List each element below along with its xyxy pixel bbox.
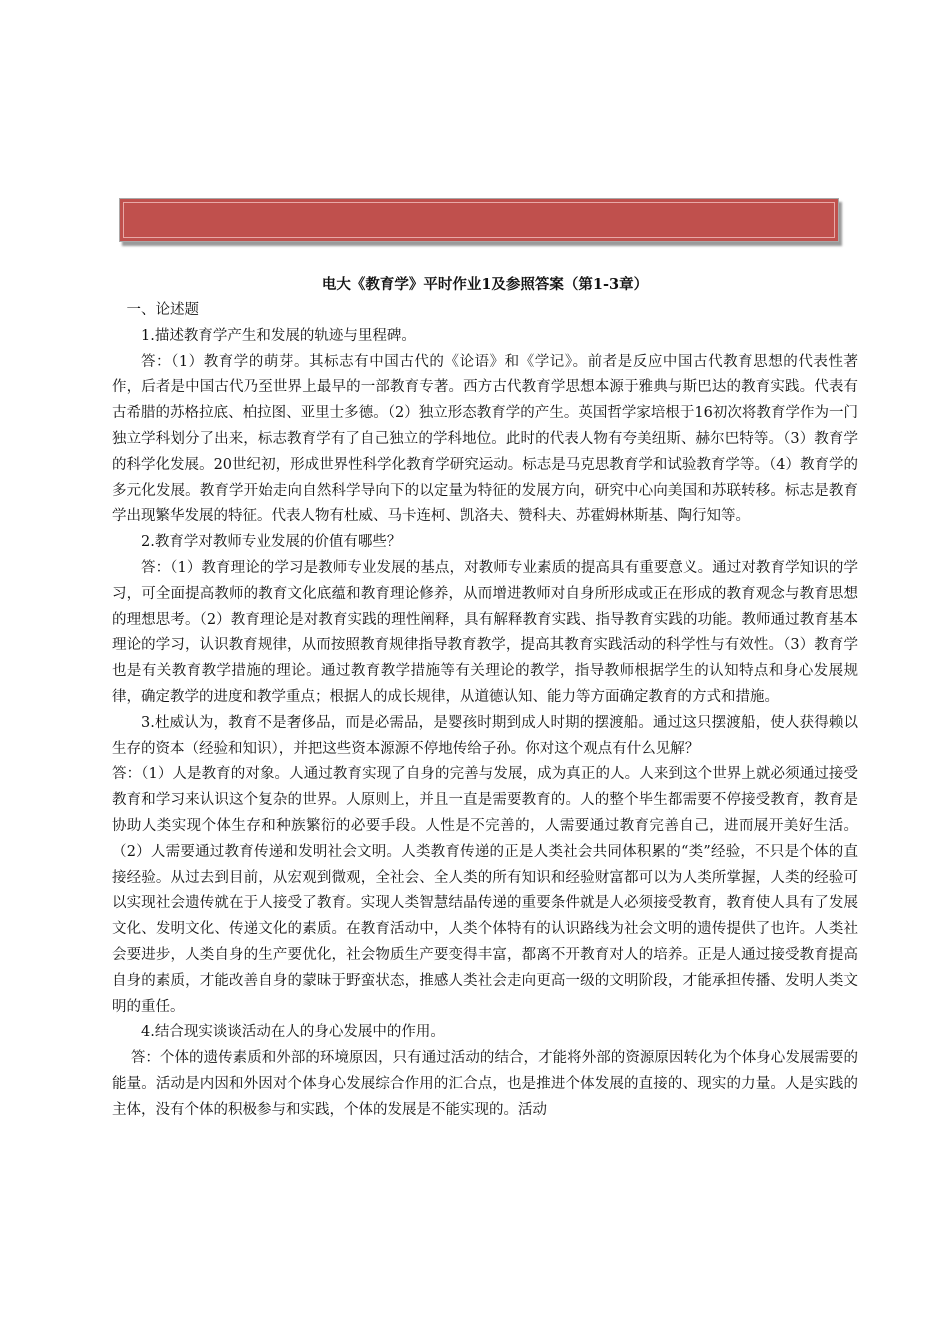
question-3: 3.杜威认为，教育不是奢侈品，而是必需品，是婴孩时期到成人时期的摆渡船。通过这只摆渡船，使人获得赖以生存的资本（经验和知识），并把这些资本源源不停地传给子孙。你对这个观点有什么见解？ — [112, 714, 858, 757]
decorative-banner — [119, 198, 839, 242]
answer-1: 答：（1）教育学的萌芽。其标志有中国古代的《论语》和《学记》。前者是反应中国古代教育思想的代表性著作，后者是中国古代乃至世界上最早的一部教育专著。西方古代教育学思想本源于雅典与斯巴达的教育实践。代表有古希腊的苏格拉底、柏拉图、亚里士多德。（2）独立形态教育学的产生。英国哲学家培根于16初次将教育学作为一门独立学科划分了出来，标志教育学有了自己独立的学科地位。此时的代表人物有夸美纽斯、赫尔巴特等。（3）教育学的科学化发展。20世纪初，形成世界性科学化教育学研究运动。标志是马克思教育学和试验教育学等。（4）教育学的多元化发展。教育学开始走向自然科学导向下的以定量为特征的发展方向，研究中心向美国和苏联转移。标志是教育学出现繁华发展的特征。代表人物有杜威、马卡连柯、凯洛夫、赞科夫、苏霍姆林斯基、陶行知等。 — [112, 353, 858, 525]
banner-inner-border — [123, 202, 835, 238]
section-heading: 一、论述题 — [126, 302, 199, 318]
answer-4: 答：个体的遗传素质和外部的环境原因，只有通过活动的结合，才能将外部的资源原因转化为个体身心发展需要的能量。活动是内因和外因对个体身心发展综合作用的汇合点，也是推进个体发展的直接的、现实的力量。人是实践的主体，没有个体的积极参与和实践，个体的发展是不能实现的。活动 — [112, 1050, 858, 1118]
question-1: 1.描述教育学产生和发展的轨迹与里程碑。 — [141, 327, 416, 344]
question-4: 4.结合现实谈谈活动在人的身心发展中的作用。 — [141, 1024, 445, 1041]
document-title: 电大《教育学》平时作业1及参照答案（第1-3章） — [321, 276, 649, 293]
document-body — [112, 272, 858, 1124]
answer-3: 答：（1）人是教育的对象。人通过教育实现了自身的完善与发展，成为真正的人。人来到这个世界上就必须通过接受教育和学习来认识这个复杂的世界。人原则上，并且一直是需要教育的。人的整个毕生都需要不停接受教育，教育是协助人类实现个体生存和种族繁衍的必要手段。人性是不完善的，人需要通过教育完善自己，进而展开美好生活。（2）人需要通过教育传递和发明社会文明。人类教育传递的正是人类社会共同体积累的“类”经验，不只是个体的直接经验。从过去到目前，从宏观到微观，全社会、全人类的所有知识和经验财富都可以为人类所掌握，人类的经验可以实现社会遗传就在于人接受了教育。实现人类智慧结晶传递的重要条件就是人必须接受教育，教育使人具有了发展文化、发明文化、传递文化的素质。在教育活动中，人类个体特有的认识路线为社会文明的遗传提供了也许。人类社会要进步，人类自身的生产要优化，社会物质生产要变得丰富，都离不开教育对人的培养。正是人通过接受教育提高自身的素质，才能改善自身的蒙昧于野蛮状态，推感人类社会走向更高一级的文明阶段，才能承担传播、发明人类文明的重任。 — [112, 766, 858, 1015]
question-2: 2.教育学对教师专业发展的价值有哪些？ — [141, 534, 402, 551]
answer-2: 答：（1）教育理论的学习是教师专业发展的基点，对教师专业素质的提高具有重要意义。通过对教育学知识的学习，可全面提高教师的教育文化底蕴和教育理论修养，从而增进教师对自身所形成或正在形成的教育观念与教育思想的理想思考。（2）教育理论是对教育实践的理性阐释，具有解释教育实践、指导教育实践的功能。教师通过教育基本理论的学习，认识教育规律，从而按照教育规律指导教育教学，提高其教育实践活动的科学性与有效性。（3）教育学也是有关教育教学措施的理论。通过教育教学措施等有关理论的教学，指导教师根据学生的认知特点和身心发展规律，确定教学的进度和教学重点；根据人的成长规律，从道德认知、能力等方面确定教育的方式和措施。 — [112, 559, 858, 705]
